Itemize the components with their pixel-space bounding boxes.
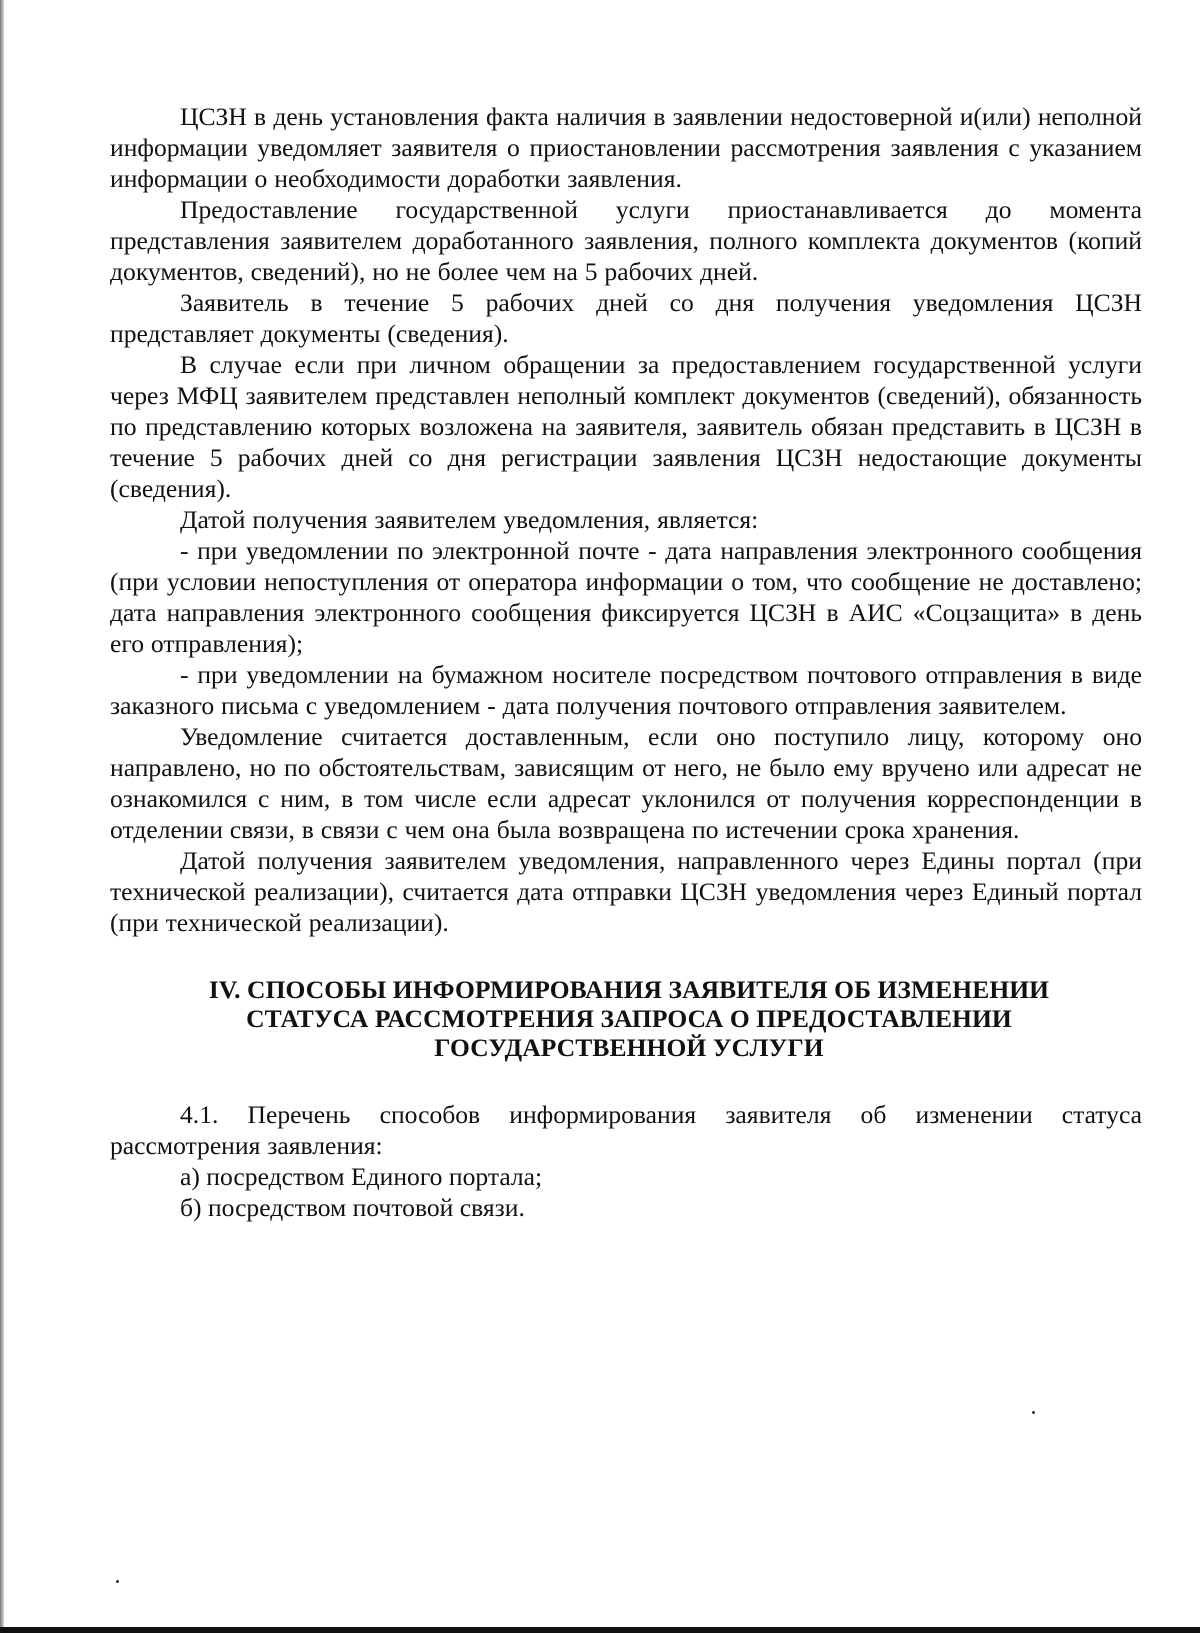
section-heading-line-1: IV. СПОСОБЫ ИНФОРМИРОВАНИЯ ЗАЯВИТЕЛЯ ОБ ИЗМЕНЕНИИ [208, 975, 1050, 1004]
section-paragraph: 4.1. Перечень способов информирования заявителя об изменении статуса рассмотрения заявления: [110, 1100, 1142, 1160]
section-heading [110, 975, 1142, 1062]
paragraph-suspension-notice: ЦСЗН в день установления факта наличия в заявлении недостоверной и(или) неполной информации уведомляет заявителя о приостановлении рассмотрения заявления с указанием информации о необходимости доработки заявления. [110, 102, 1142, 193]
paragraph-delivered-notice: Уведомление считается доставленным, если оно поступило лицу, которому оно направлено, но по обстоятельствам, зависящим от него, не было ему вручено или адресат не ознакомился с ним, в том числе если адресат уклонился от получения корреспонденции в отделении связи, в связи с чем она была возвращена по истечении срока хранения. [110, 722, 1142, 844]
document-body [110, 101, 1142, 1223]
scan-speck [116, 1580, 119, 1583]
list-item-portal: а) посредством Единого портала; [180, 1162, 543, 1191]
list-item-postal: б) посредством почтовой связи. [180, 1193, 525, 1222]
scan-speck [1032, 1411, 1035, 1414]
paragraph-submission-deadline: Заявитель в течение 5 рабочих дней со дня получения уведомления ЦСЗН представляет документы (сведения). [110, 288, 1142, 348]
section-heading-line-2: СТАТУСА РАССМОТРЕНИЯ ЗАПРОСА О ПРЕДОСТАВЛЕНИИ [246, 1004, 1012, 1033]
paragraph-mfc-incomplete-docs: В случае если при личном обращении за предоставлением государственной услуги через МФЦ заявителем представлен неполный комплект документов (сведений), обязанность по представлению которых возложена на заявителя, заявитель обязан представить в ЦСЗН в течение 5 рабочих дней со дня регистрации заявления ЦСЗН недостающие документы (сведения). [110, 350, 1142, 503]
scan-bottom-edge [0, 1627, 1200, 1633]
paragraph-notification-date-intro: Датой получения заявителем уведомления, является: [180, 505, 759, 534]
paragraph-suspension-period: Предоставление государственной услуги приостанавливается до момента представления заявителем доработанного заявления, полного комплекта документов (копий документов, сведений), но не более чем на 5 рабочих дней. [110, 195, 1142, 286]
paragraph-portal-notification: Датой получения заявителем уведомления, направленного через Едины портал (при техничeской реализации), считается дата отправки ЦСЗН уведомления через Единый портал (при технической реализации). [110, 846, 1142, 937]
paragraph-postal-notification: - при уведомлении на бумажном носителе посредством почтового отправления в виде заказного письма с уведомлением - дата получения почтового отправления заявителем. [110, 660, 1142, 720]
scan-left-edge [0, 0, 4, 1633]
section-heading-line-3: ГОСУДАРСТВЕННОЙ УСЛУГИ [434, 1033, 824, 1062]
paragraph-email-notification: - при уведомлении по электронной почте - дата направления электронного сообщения (при условии непоступления от оператора информации о том, что сообщение не доставлено; дата направления электронного сообщения фиксируется ЦСЗН в АИС «Соцзащита» в день его отправления); [110, 536, 1142, 658]
